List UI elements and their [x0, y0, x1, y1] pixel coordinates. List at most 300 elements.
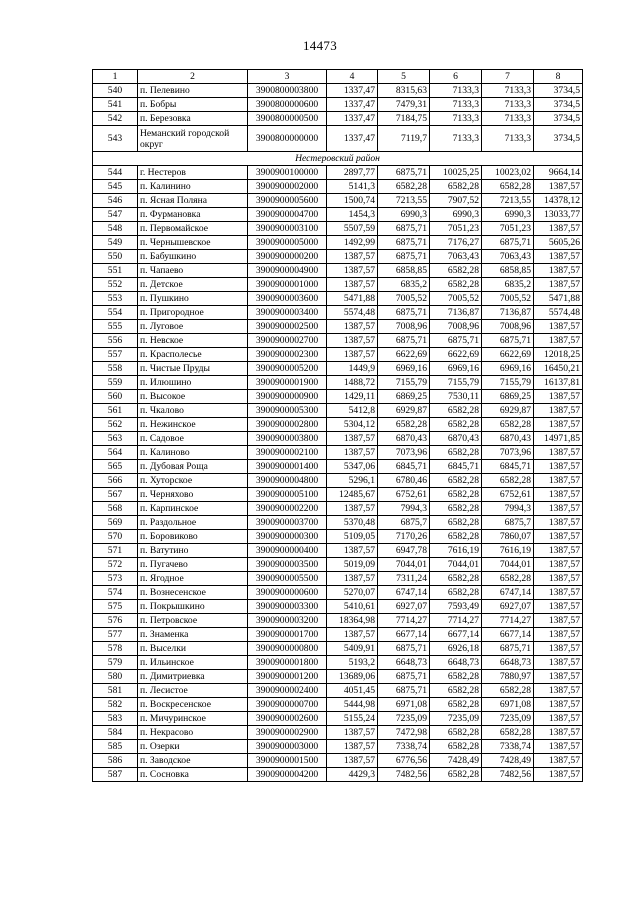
table-cell: 3900900001400: [248, 460, 327, 474]
table-cell: 6622,69: [482, 348, 534, 362]
table-cell: 579: [93, 656, 138, 670]
table-cell: 558: [93, 362, 138, 376]
table-cell: 5296,1: [327, 474, 378, 488]
table-cell: 6870,43: [430, 432, 482, 446]
table-cell: 6582,28: [430, 530, 482, 544]
table-row: [93, 166, 583, 180]
table-cell: 7133,3: [430, 84, 482, 98]
table-cell: 14378,12: [534, 194, 583, 208]
table-cell: п. Ясная Поляна: [138, 194, 248, 208]
table-cell: 570: [93, 530, 138, 544]
table-cell: 1387,57: [534, 474, 583, 488]
table-cell: 1387,57: [534, 530, 583, 544]
table-cell: п. Карпинское: [138, 502, 248, 516]
table-cell: п. Сосновка: [138, 768, 248, 782]
table-cell: 555: [93, 320, 138, 334]
table-cell: 1429,11: [327, 390, 378, 404]
table-cell: 6582,28: [482, 684, 534, 698]
table-cell: 3900900005100: [248, 488, 327, 502]
table-row: [93, 754, 583, 768]
table-cell: 544: [93, 166, 138, 180]
table-cell: 1387,57: [327, 754, 378, 768]
table-row: [93, 390, 583, 404]
table-cell: 7008,96: [378, 320, 430, 334]
table-cell: 6622,69: [430, 348, 482, 362]
table-row: [93, 502, 583, 516]
table-cell: 6971,08: [482, 698, 534, 712]
table-cell: 7133,3: [430, 112, 482, 126]
table-cell: 6929,87: [378, 404, 430, 418]
table-cell: 6969,16: [378, 362, 430, 376]
table-cell: 7051,23: [482, 222, 534, 236]
table-cell: 6926,18: [430, 642, 482, 656]
table-cell: 1387,57: [327, 740, 378, 754]
table-cell: 6845,71: [378, 460, 430, 474]
table-cell: 3900900002000: [248, 180, 327, 194]
table-cell: 7005,52: [378, 292, 430, 306]
table-cell: п. Чернышевское: [138, 236, 248, 250]
table-cell: 7136,87: [482, 306, 534, 320]
table-cell: 4429,3: [327, 768, 378, 782]
table-cell: 6875,71: [378, 250, 430, 264]
table-row: [93, 712, 583, 726]
table-cell: 576: [93, 614, 138, 628]
table-cell: 3900900004700: [248, 208, 327, 222]
table-cell: 3900900001800: [248, 656, 327, 670]
table-row: [93, 474, 583, 488]
table-row: [93, 112, 583, 126]
table-cell: 6648,73: [430, 656, 482, 670]
table-cell: п. Садовое: [138, 432, 248, 446]
table-row: [93, 126, 583, 152]
table-cell: 5507,59: [327, 222, 378, 236]
table-cell: 6990,3: [482, 208, 534, 222]
table-cell: 3900900002600: [248, 712, 327, 726]
table-cell: 6870,43: [378, 432, 430, 446]
table-cell: 6582,28: [430, 516, 482, 530]
table-cell: п. Ягодное: [138, 572, 248, 586]
table-cell: 3900900003500: [248, 558, 327, 572]
table-cell: 586: [93, 754, 138, 768]
table-cell: 16450,21: [534, 362, 583, 376]
table-cell: 568: [93, 502, 138, 516]
table-cell: 1387,57: [534, 516, 583, 530]
table-row: [93, 600, 583, 614]
table-cell: 3900900003100: [248, 222, 327, 236]
table-cell: 7044,01: [378, 558, 430, 572]
table-row: [93, 726, 583, 740]
table-cell: 561: [93, 404, 138, 418]
table-cell: 7133,3: [430, 98, 482, 112]
table-cell: 566: [93, 474, 138, 488]
table-cell: п. Чапаево: [138, 264, 248, 278]
header-cell: 5: [378, 70, 430, 84]
table-cell: п. Пригородное: [138, 306, 248, 320]
table-cell: 6875,71: [378, 306, 430, 320]
table-body: [93, 70, 583, 782]
table-cell: 7155,79: [482, 376, 534, 390]
table-cell: 550: [93, 250, 138, 264]
table-cell: п. Чкалово: [138, 404, 248, 418]
table-cell: 6927,07: [482, 600, 534, 614]
table-row: [93, 446, 583, 460]
table-cell: 5410,61: [327, 600, 378, 614]
table-cell: 1387,57: [327, 334, 378, 348]
table-cell: 6582,28: [430, 670, 482, 684]
table-row: [93, 278, 583, 292]
table-cell: 5019,09: [327, 558, 378, 572]
table-row: [93, 334, 583, 348]
table-cell: 5270,07: [327, 586, 378, 600]
table-cell: 1387,57: [534, 418, 583, 432]
table-row: [93, 642, 583, 656]
table-cell: 7235,09: [378, 712, 430, 726]
table-cell: п. Пушкино: [138, 292, 248, 306]
table-cell: 580: [93, 670, 138, 684]
table-cell: 7133,3: [482, 126, 534, 152]
table-row: [93, 418, 583, 432]
table-cell: 1387,57: [534, 278, 583, 292]
table-cell: 7213,55: [378, 194, 430, 208]
table-cell: 1387,57: [534, 222, 583, 236]
table-cell: 5471,88: [327, 292, 378, 306]
table-cell: 6875,71: [482, 236, 534, 250]
table-cell: 3734,5: [534, 98, 583, 112]
table-cell: 6947,78: [378, 544, 430, 558]
table-cell: 6582,28: [430, 418, 482, 432]
table-cell: 5471,88: [534, 292, 583, 306]
table-cell: 6582,28: [430, 502, 482, 516]
table-cell: п. Озерки: [138, 740, 248, 754]
table-row: [93, 586, 583, 600]
table-cell: 5193,2: [327, 656, 378, 670]
table-row: [93, 516, 583, 530]
header-cell: 7: [482, 70, 534, 84]
table-cell: 6990,3: [378, 208, 430, 222]
table-cell: 7338,74: [482, 740, 534, 754]
table-cell: 7311,24: [378, 572, 430, 586]
table-cell: 3900900004200: [248, 768, 327, 782]
table-cell: 562: [93, 418, 138, 432]
table-cell: 6582,28: [430, 698, 482, 712]
table-cell: 1387,57: [534, 446, 583, 460]
district-heading: Нестеровский район: [93, 152, 583, 166]
table-cell: 13689,06: [327, 670, 378, 684]
table-cell: 7155,79: [430, 376, 482, 390]
table-row: [93, 404, 583, 418]
table-cell: 6875,71: [482, 642, 534, 656]
table-cell: 1449,9: [327, 362, 378, 376]
table-cell: 553: [93, 292, 138, 306]
table-cell: 564: [93, 446, 138, 460]
table-cell: 6582,28: [430, 726, 482, 740]
table-cell: 1387,57: [534, 642, 583, 656]
table-cell: 7616,19: [430, 544, 482, 558]
table-cell: 6835,2: [378, 278, 430, 292]
table-cell: 1337,47: [327, 98, 378, 112]
table-cell: 3900900000900: [248, 390, 327, 404]
table-cell: 3900900100000: [248, 166, 327, 180]
table-cell: 7472,98: [378, 726, 430, 740]
table-cell: 5347,06: [327, 460, 378, 474]
table-row: [93, 292, 583, 306]
table-row: [93, 740, 583, 754]
table-cell: 3900900002800: [248, 418, 327, 432]
table-cell: 5155,24: [327, 712, 378, 726]
table-cell: 6582,28: [378, 180, 430, 194]
table-cell: п. Бабушкино: [138, 250, 248, 264]
table-row: [93, 208, 583, 222]
table-cell: 554: [93, 306, 138, 320]
table-cell: 546: [93, 194, 138, 208]
table-cell: 582: [93, 698, 138, 712]
table-cell: п. Покрышкино: [138, 600, 248, 614]
table-cell: 6582,28: [430, 404, 482, 418]
table-cell: 6648,73: [482, 656, 534, 670]
table-cell: 1387,57: [534, 572, 583, 586]
table-cell: п. Красполесье: [138, 348, 248, 362]
table-cell: 1387,57: [534, 712, 583, 726]
table-cell: 6582,28: [430, 586, 482, 600]
table-cell: 1387,57: [327, 348, 378, 362]
table-cell: 7176,27: [430, 236, 482, 250]
table-cell: 551: [93, 264, 138, 278]
table-row: [93, 670, 583, 684]
table-cell: 6990,3: [430, 208, 482, 222]
table-cell: 5444,98: [327, 698, 378, 712]
table-cell: 7994,3: [482, 502, 534, 516]
table-cell: 3900900002700: [248, 334, 327, 348]
table-cell: 6927,07: [378, 600, 430, 614]
table-row: [93, 264, 583, 278]
table-cell: п. Боровиково: [138, 530, 248, 544]
table-cell: 6582,28: [430, 488, 482, 502]
table-cell: 3900900003700: [248, 516, 327, 530]
table-cell: 7133,3: [430, 126, 482, 152]
table-cell: 6622,69: [378, 348, 430, 362]
table-cell: 1387,57: [534, 698, 583, 712]
table-cell: 6582,28: [482, 474, 534, 488]
table-cell: 6582,28: [482, 572, 534, 586]
table-cell: 5141,3: [327, 180, 378, 194]
table-cell: 6875,71: [378, 334, 430, 348]
table-row: [93, 222, 583, 236]
header-cell: 6: [430, 70, 482, 84]
table-cell: 1387,57: [534, 586, 583, 600]
table-row: [93, 84, 583, 98]
table-cell: 7714,27: [482, 614, 534, 628]
table-cell: 547: [93, 208, 138, 222]
table-row: [93, 488, 583, 502]
table-cell: 18364,98: [327, 614, 378, 628]
table-cell: 1387,57: [534, 488, 583, 502]
table-cell: 581: [93, 684, 138, 698]
table-cell: 7005,52: [430, 292, 482, 306]
table-cell: 3900900002900: [248, 726, 327, 740]
table-cell: 6875,71: [482, 334, 534, 348]
table-row: [93, 236, 583, 250]
table-cell: 1387,57: [534, 250, 583, 264]
table-cell: 3900900000700: [248, 698, 327, 712]
table-cell: 6969,16: [482, 362, 534, 376]
table-cell: 5109,05: [327, 530, 378, 544]
table-cell: 7880,97: [482, 670, 534, 684]
table-cell: 1387,57: [534, 754, 583, 768]
table-cell: 565: [93, 460, 138, 474]
table-cell: 3900900005000: [248, 236, 327, 250]
table-cell: п. Раздольное: [138, 516, 248, 530]
table-cell: п. Детское: [138, 278, 248, 292]
table-cell: п. Нежинское: [138, 418, 248, 432]
table-cell: 1387,57: [534, 558, 583, 572]
table-cell: 3900900001900: [248, 376, 327, 390]
table-cell: Неманский городской округ: [138, 126, 248, 152]
table-cell: 6875,71: [378, 166, 430, 180]
table-cell: 3900900004800: [248, 474, 327, 488]
table-cell: 6582,28: [430, 264, 482, 278]
table-row: [93, 558, 583, 572]
table-cell: 3900900003300: [248, 600, 327, 614]
table-cell: 3900900002400: [248, 684, 327, 698]
table-cell: 3900900000800: [248, 642, 327, 656]
table-cell: 1500,74: [327, 194, 378, 208]
table-cell: 3900900003200: [248, 614, 327, 628]
table-row: [93, 250, 583, 264]
table-cell: 7593,49: [430, 600, 482, 614]
table-cell: 1387,57: [327, 250, 378, 264]
table-cell: 7005,52: [482, 292, 534, 306]
table-cell: 7213,55: [482, 194, 534, 208]
table-cell: п. Димитриевка: [138, 670, 248, 684]
table-row: [93, 362, 583, 376]
table-cell: 1387,57: [534, 768, 583, 782]
table-cell: 3900800000500: [248, 112, 327, 126]
table-cell: 7008,96: [430, 320, 482, 334]
table-cell: 12485,67: [327, 488, 378, 502]
header-row: [93, 70, 583, 84]
table-cell: п. Фурмановка: [138, 208, 248, 222]
table-cell: 6677,14: [378, 628, 430, 642]
table-cell: 6875,71: [378, 642, 430, 656]
table-cell: 6747,14: [378, 586, 430, 600]
table-cell: 6875,71: [378, 670, 430, 684]
table-cell: п. Калиново: [138, 446, 248, 460]
table-cell: 3900900002100: [248, 446, 327, 460]
table-cell: 7155,79: [378, 376, 430, 390]
table-cell: 3900900000400: [248, 544, 327, 558]
table-row: [93, 98, 583, 112]
table-cell: 6582,28: [482, 418, 534, 432]
table-cell: 6582,28: [430, 684, 482, 698]
header-cell: 1: [93, 70, 138, 84]
table-cell: 6752,61: [482, 488, 534, 502]
table-cell: 3734,5: [534, 112, 583, 126]
table-cell: 7428,49: [430, 754, 482, 768]
table-cell: 3900900002500: [248, 320, 327, 334]
table-cell: 563: [93, 432, 138, 446]
table-cell: п. Некрасово: [138, 726, 248, 740]
table-cell: 6875,71: [378, 222, 430, 236]
table-cell: 3900900000300: [248, 530, 327, 544]
table-cell: 6845,71: [482, 460, 534, 474]
table-cell: 3900800000000: [248, 126, 327, 152]
table-cell: 7170,26: [378, 530, 430, 544]
table-cell: 3900900000600: [248, 586, 327, 600]
table-cell: 6582,28: [430, 446, 482, 460]
table-cell: 543: [93, 126, 138, 152]
table-cell: 3900900003400: [248, 306, 327, 320]
page-number: 14473: [303, 38, 337, 53]
table-cell: 1387,57: [534, 180, 583, 194]
table-row: [93, 432, 583, 446]
table-cell: 6875,7: [378, 516, 430, 530]
table-cell: 5412,8: [327, 404, 378, 418]
table-cell: 7051,23: [430, 222, 482, 236]
table-cell: 6845,71: [430, 460, 482, 474]
table-cell: п. Черняхово: [138, 488, 248, 502]
table-cell: 7907,52: [430, 194, 482, 208]
table-cell: 6648,73: [378, 656, 430, 670]
table-cell: 7479,31: [378, 98, 430, 112]
table-cell: 6582,28: [430, 474, 482, 488]
table-cell: 3900900001500: [248, 754, 327, 768]
table-cell: 1387,57: [534, 670, 583, 684]
table-cell: 7008,96: [482, 320, 534, 334]
table-cell: п. Выселки: [138, 642, 248, 656]
table-cell: п. Хуторское: [138, 474, 248, 488]
table-cell: 6929,87: [482, 404, 534, 418]
table-cell: 1337,47: [327, 126, 378, 152]
table-cell: 540: [93, 84, 138, 98]
table-row: [93, 376, 583, 390]
table-cell: 3734,5: [534, 84, 583, 98]
table-cell: 7235,09: [482, 712, 534, 726]
table-cell: 1387,57: [534, 460, 583, 474]
table-cell: 6582,28: [378, 418, 430, 432]
table-cell: 13033,77: [534, 208, 583, 222]
table-cell: 1387,57: [534, 334, 583, 348]
table-cell: 6677,14: [430, 628, 482, 642]
table-cell: 6752,61: [378, 488, 430, 502]
table-row: [93, 684, 583, 698]
table-cell: 6875,7: [482, 516, 534, 530]
table-cell: п. Дубовая Роща: [138, 460, 248, 474]
table-cell: 7616,19: [482, 544, 534, 558]
table-cell: 1387,57: [534, 726, 583, 740]
table-cell: 1387,57: [534, 264, 583, 278]
table-cell: 556: [93, 334, 138, 348]
table-cell: 559: [93, 376, 138, 390]
table-cell: г. Нестеров: [138, 166, 248, 180]
table-cell: 585: [93, 740, 138, 754]
table-cell: 6582,28: [430, 180, 482, 194]
table-row: [93, 180, 583, 194]
table-cell: 3900900001000: [248, 278, 327, 292]
table-cell: п. Знаменка: [138, 628, 248, 642]
table-cell: 3900900004900: [248, 264, 327, 278]
table-cell: 557: [93, 348, 138, 362]
table-cell: 3900900005200: [248, 362, 327, 376]
table-cell: п. Чистые Пруды: [138, 362, 248, 376]
table-cell: 7482,56: [378, 768, 430, 782]
table-cell: 573: [93, 572, 138, 586]
table-cell: 6747,14: [482, 586, 534, 600]
table-cell: 3900900005600: [248, 194, 327, 208]
table-cell: 1488,72: [327, 376, 378, 390]
table-cell: 3900900000200: [248, 250, 327, 264]
table-cell: 3900900003600: [248, 292, 327, 306]
table-row: [93, 530, 583, 544]
